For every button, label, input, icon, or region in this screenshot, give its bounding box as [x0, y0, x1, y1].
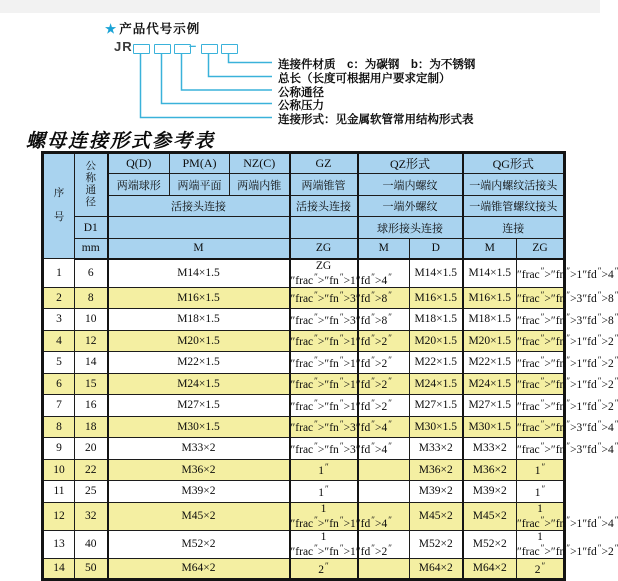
- code-box-5: [221, 44, 238, 54]
- label-connection-type: 连接形式：见金属软管常用结构形式表: [278, 114, 474, 126]
- cell-qg-m: M22×1.5: [463, 352, 517, 374]
- cell-qg-m: M64×2: [463, 558, 517, 580]
- cell-seq: 2: [43, 287, 75, 309]
- cell-qg-zg: ″frac″>″fn″>1″fd″>2: [517, 373, 565, 395]
- header-desc-gz: 两端锥管: [290, 174, 358, 196]
- header-unit-zg-qg: ZG: [517, 239, 565, 259]
- cell-qg-m: M24×1.5: [463, 373, 517, 395]
- table-row: [43, 395, 565, 417]
- cell-seq: 3: [43, 309, 75, 331]
- cell-qg-zg: ″frac″>″fn″>1″fd″>4: [517, 259, 565, 288]
- header-group-qg: QG形式: [463, 153, 565, 174]
- cell-qg-zg: ″frac″>″fn″>3″fd″>8: [517, 309, 565, 331]
- table-row: [43, 352, 565, 374]
- table-row: [43, 438, 565, 460]
- header-desc-pma: 两端平面: [170, 174, 230, 196]
- cell-seq: 7: [43, 395, 75, 417]
- cell-gz-zg: ″frac″>″fn″>3″fd″>4″: [290, 438, 358, 460]
- cell-dn: 6: [75, 259, 108, 288]
- cell-qz-m: [358, 481, 410, 503]
- cell-seq: 8: [43, 416, 75, 438]
- cell-qz-d: M45×2: [410, 502, 463, 530]
- cell-qg-m: M27×1.5: [463, 395, 517, 417]
- cell-thread-m: M64×2: [108, 558, 290, 580]
- cell-seq: 6: [43, 373, 75, 395]
- header-d1: D1: [75, 217, 108, 239]
- cell-qg-m: M45×2: [463, 502, 517, 530]
- product-code-diagram: [0, 0, 600, 130]
- header-desc-qz: 一端内螺纹: [358, 174, 463, 196]
- cell-qz-d: M33×2: [410, 438, 463, 460]
- label-nominal-diameter: 公称通径: [278, 86, 324, 99]
- cell-thread-m: M36×2: [108, 459, 290, 481]
- header-gz-union-connection: 活接头连接: [290, 196, 358, 217]
- cell-qz-d: M36×2: [410, 459, 463, 481]
- cell-gz-zg: ″frac″>″fn″>3″fd″>8″: [290, 287, 358, 309]
- header-group-pma: PM(A): [170, 153, 230, 174]
- table-row: [43, 502, 565, 530]
- cell-thread-m: M30×1.5: [108, 416, 290, 438]
- cell-thread-m: M27×1.5: [108, 395, 290, 417]
- nut-connection-table: [41, 151, 614, 581]
- header-qg-taper-thread-joint: 一端锥管螺纹接头: [463, 196, 565, 217]
- cell-dn: 12: [75, 330, 108, 352]
- header-unit-m-qz: M: [358, 239, 410, 259]
- table-row: [43, 416, 565, 438]
- header-union-connection: 活接头连接: [108, 196, 290, 217]
- cell-seq: 11: [43, 481, 75, 503]
- header-qg-connection: 连接: [463, 217, 565, 239]
- cell-qg-m: M36×2: [463, 459, 517, 481]
- header-qz-external-thread: 一端外螺纹: [358, 196, 463, 217]
- cell-qg-zg: 2″: [517, 558, 565, 580]
- cell-gz-zg: 1 ″frac″>″fn″>1″fd″>4″: [290, 502, 392, 530]
- cell-thread-m: M18×1.5: [108, 309, 290, 331]
- cell-dn: 10: [75, 309, 108, 331]
- cell-qg-zg: 1″: [517, 481, 565, 503]
- code-box-2: [154, 44, 171, 54]
- header-unit-m-merged: M: [108, 239, 290, 259]
- header-desc-nzc: 两端内锥: [230, 174, 290, 196]
- cell-dn: 22: [75, 459, 108, 481]
- cell-thread-m: M45×2: [108, 502, 290, 530]
- cell-gz-zg: ″frac″>″fn″>1″fd″>2″: [290, 352, 358, 374]
- cell-thread-m: M16×1.5: [108, 287, 290, 309]
- code-prefix: JR: [114, 39, 133, 54]
- cell-qg-m: M16×1.5: [463, 287, 517, 309]
- diagram-heading-text: 产品代号示例: [119, 22, 201, 36]
- label-total-length: 总长（长度可根据用户要求定制）: [278, 73, 451, 85]
- cell-qz-m: [358, 459, 410, 481]
- cell-seq: 12: [43, 502, 75, 530]
- cell-dn: 32: [75, 502, 108, 530]
- table-row: [43, 373, 565, 395]
- code-box-4: [201, 44, 218, 54]
- cell-seq: 9: [43, 438, 75, 460]
- table-row: [43, 309, 565, 331]
- cell-gz-zg: 1″: [290, 459, 358, 481]
- cell-qg-m: M52×2: [463, 530, 517, 558]
- cell-qz-d: M16×1.5: [410, 287, 463, 309]
- cell-qz-d: M14×1.5: [410, 259, 463, 288]
- table-row: [43, 530, 565, 558]
- header-unit-d-qz: D: [410, 239, 463, 259]
- table-row: [43, 481, 565, 503]
- cell-gz-zg: ″frac″>″fn″>1″fd″>2″: [290, 395, 358, 417]
- header-unit-zg-gz: ZG: [290, 239, 358, 259]
- cell-dn: 50: [75, 558, 108, 580]
- cell-qg-m: M14×1.5: [463, 259, 517, 288]
- cell-dn: 25: [75, 481, 108, 503]
- header-dn: 公 称 通 径: [75, 153, 108, 217]
- cell-qg-m: M33×2: [463, 438, 517, 460]
- header-empty-qpn: [108, 217, 290, 239]
- cell-thread-m: M24×1.5: [108, 373, 290, 395]
- cell-gz-zg: ″frac″>″fn″>1″fd″>2″: [290, 373, 358, 395]
- cell-seq: 14: [43, 558, 75, 580]
- cell-qg-zg: 1 ″frac″>″fn″>1″fd″>2: [517, 530, 614, 558]
- header-desc-qg: 一端内螺纹活接头: [463, 174, 565, 196]
- cell-dn: 15: [75, 373, 108, 395]
- cell-thread-m: M14×1.5: [108, 259, 290, 288]
- header-empty-gz: [290, 217, 358, 239]
- cell-thread-m: M52×2: [108, 530, 290, 558]
- cell-dn: 20: [75, 438, 108, 460]
- table-body: [43, 259, 614, 580]
- cell-gz-zg: ″frac″>″fn″>3″fd″>4″: [290, 416, 358, 438]
- cell-seq: 4: [43, 330, 75, 352]
- cell-gz-zg: ″frac″>″fn″>1″fd″>2″: [290, 330, 358, 352]
- cell-qg-m: M39×2: [463, 481, 517, 503]
- header-group-nzc: NZ(C): [230, 153, 290, 174]
- cell-dn: 14: [75, 352, 108, 374]
- cell-qg-zg: ″frac″>″fn″>3″fd″>4: [517, 438, 565, 460]
- cell-gz-zg: 1 ″frac″>″fn″>1″fd″>2″: [290, 530, 392, 558]
- table-row: [43, 459, 565, 481]
- cell-qz-d: M24×1.5: [410, 373, 463, 395]
- cell-gz-zg: 2″: [290, 558, 358, 580]
- cell-qz-d: M27×1.5: [410, 395, 463, 417]
- cell-qz-d: M30×1.5: [410, 416, 463, 438]
- cell-qg-zg: ″frac″>″fn″>1″fd″>2: [517, 330, 565, 352]
- cell-qg-zg: ″frac″>″fn″>1″fd″>2: [517, 395, 565, 417]
- cell-qz-d: M39×2: [410, 481, 463, 503]
- cell-thread-m: M39×2: [108, 481, 290, 503]
- cell-qg-zg: ″frac″>″fn″>1″fd″>2: [517, 352, 565, 374]
- cell-dn: 40: [75, 530, 108, 558]
- cell-qg-zg: ″frac″>″fn″>3″fd″>8: [517, 287, 565, 309]
- table-row: [43, 259, 565, 288]
- cell-seq: 1: [43, 259, 75, 288]
- cell-thread-m: M20×1.5: [108, 330, 290, 352]
- cell-dn: 16: [75, 395, 108, 417]
- cell-dn: 18: [75, 416, 108, 438]
- label-nominal-pressure: 公称压力: [278, 100, 324, 112]
- cell-thread-m: M33×2: [108, 438, 290, 460]
- table-row: [43, 330, 565, 352]
- cell-thread-m: M22×1.5: [108, 352, 290, 374]
- label-material: 连接件材质 c：为碳钢 b：为不锈钢: [278, 59, 476, 71]
- cell-gz-zg: ZG ″frac″>″fn″>1″fd″>4″: [290, 259, 392, 287]
- cell-qg-m: M18×1.5: [463, 309, 517, 331]
- cell-seq: 13: [43, 530, 75, 558]
- cell-qz-m: [358, 558, 410, 580]
- diagram-heading: [105, 19, 200, 37]
- star-icon: ★: [105, 22, 118, 36]
- table-row: [43, 287, 565, 309]
- cell-dn: 8: [75, 287, 108, 309]
- cell-qg-zg: 1 ″frac″>″fn″>1″fd″>4: [517, 502, 614, 530]
- header-group-qd: Q(D): [108, 153, 170, 174]
- cell-qz-d: M52×2: [410, 530, 463, 558]
- code-box-1: [133, 44, 150, 54]
- cell-seq: 10: [43, 459, 75, 481]
- table-row: [43, 558, 565, 580]
- header-qz-ball-joint-connection: 球形接头连接: [358, 217, 463, 239]
- header-mm: mm: [75, 239, 108, 259]
- code-dash: –: [189, 38, 197, 53]
- header-unit-m-qg: M: [463, 239, 517, 259]
- cell-qg-zg: 1″: [517, 459, 565, 481]
- header-seq: 序 号: [43, 153, 75, 259]
- header-group-qz: QZ形式: [358, 153, 463, 174]
- cell-seq: 5: [43, 352, 75, 374]
- cell-qg-m: M30×1.5: [463, 416, 517, 438]
- table-header: [43, 153, 565, 259]
- cell-gz-zg: 1″: [290, 481, 358, 503]
- cell-qz-d: M64×2: [410, 558, 463, 580]
- cell-qg-zg: ″frac″>″fn″>3″fd″>4: [517, 416, 565, 438]
- cell-qz-d: M22×1.5: [410, 352, 463, 374]
- cell-qg-m: M20×1.5: [463, 330, 517, 352]
- table-title: 螺母连接形式参考表: [26, 130, 216, 152]
- cell-gz-zg: ″frac″>″fn″>3″fd″>8″: [290, 309, 358, 331]
- cell-qz-d: M20×1.5: [410, 330, 463, 352]
- header-group-gz: GZ: [290, 153, 358, 174]
- cell-qz-d: M18×1.5: [410, 309, 463, 331]
- header-desc-qd: 两端球形: [108, 174, 170, 196]
